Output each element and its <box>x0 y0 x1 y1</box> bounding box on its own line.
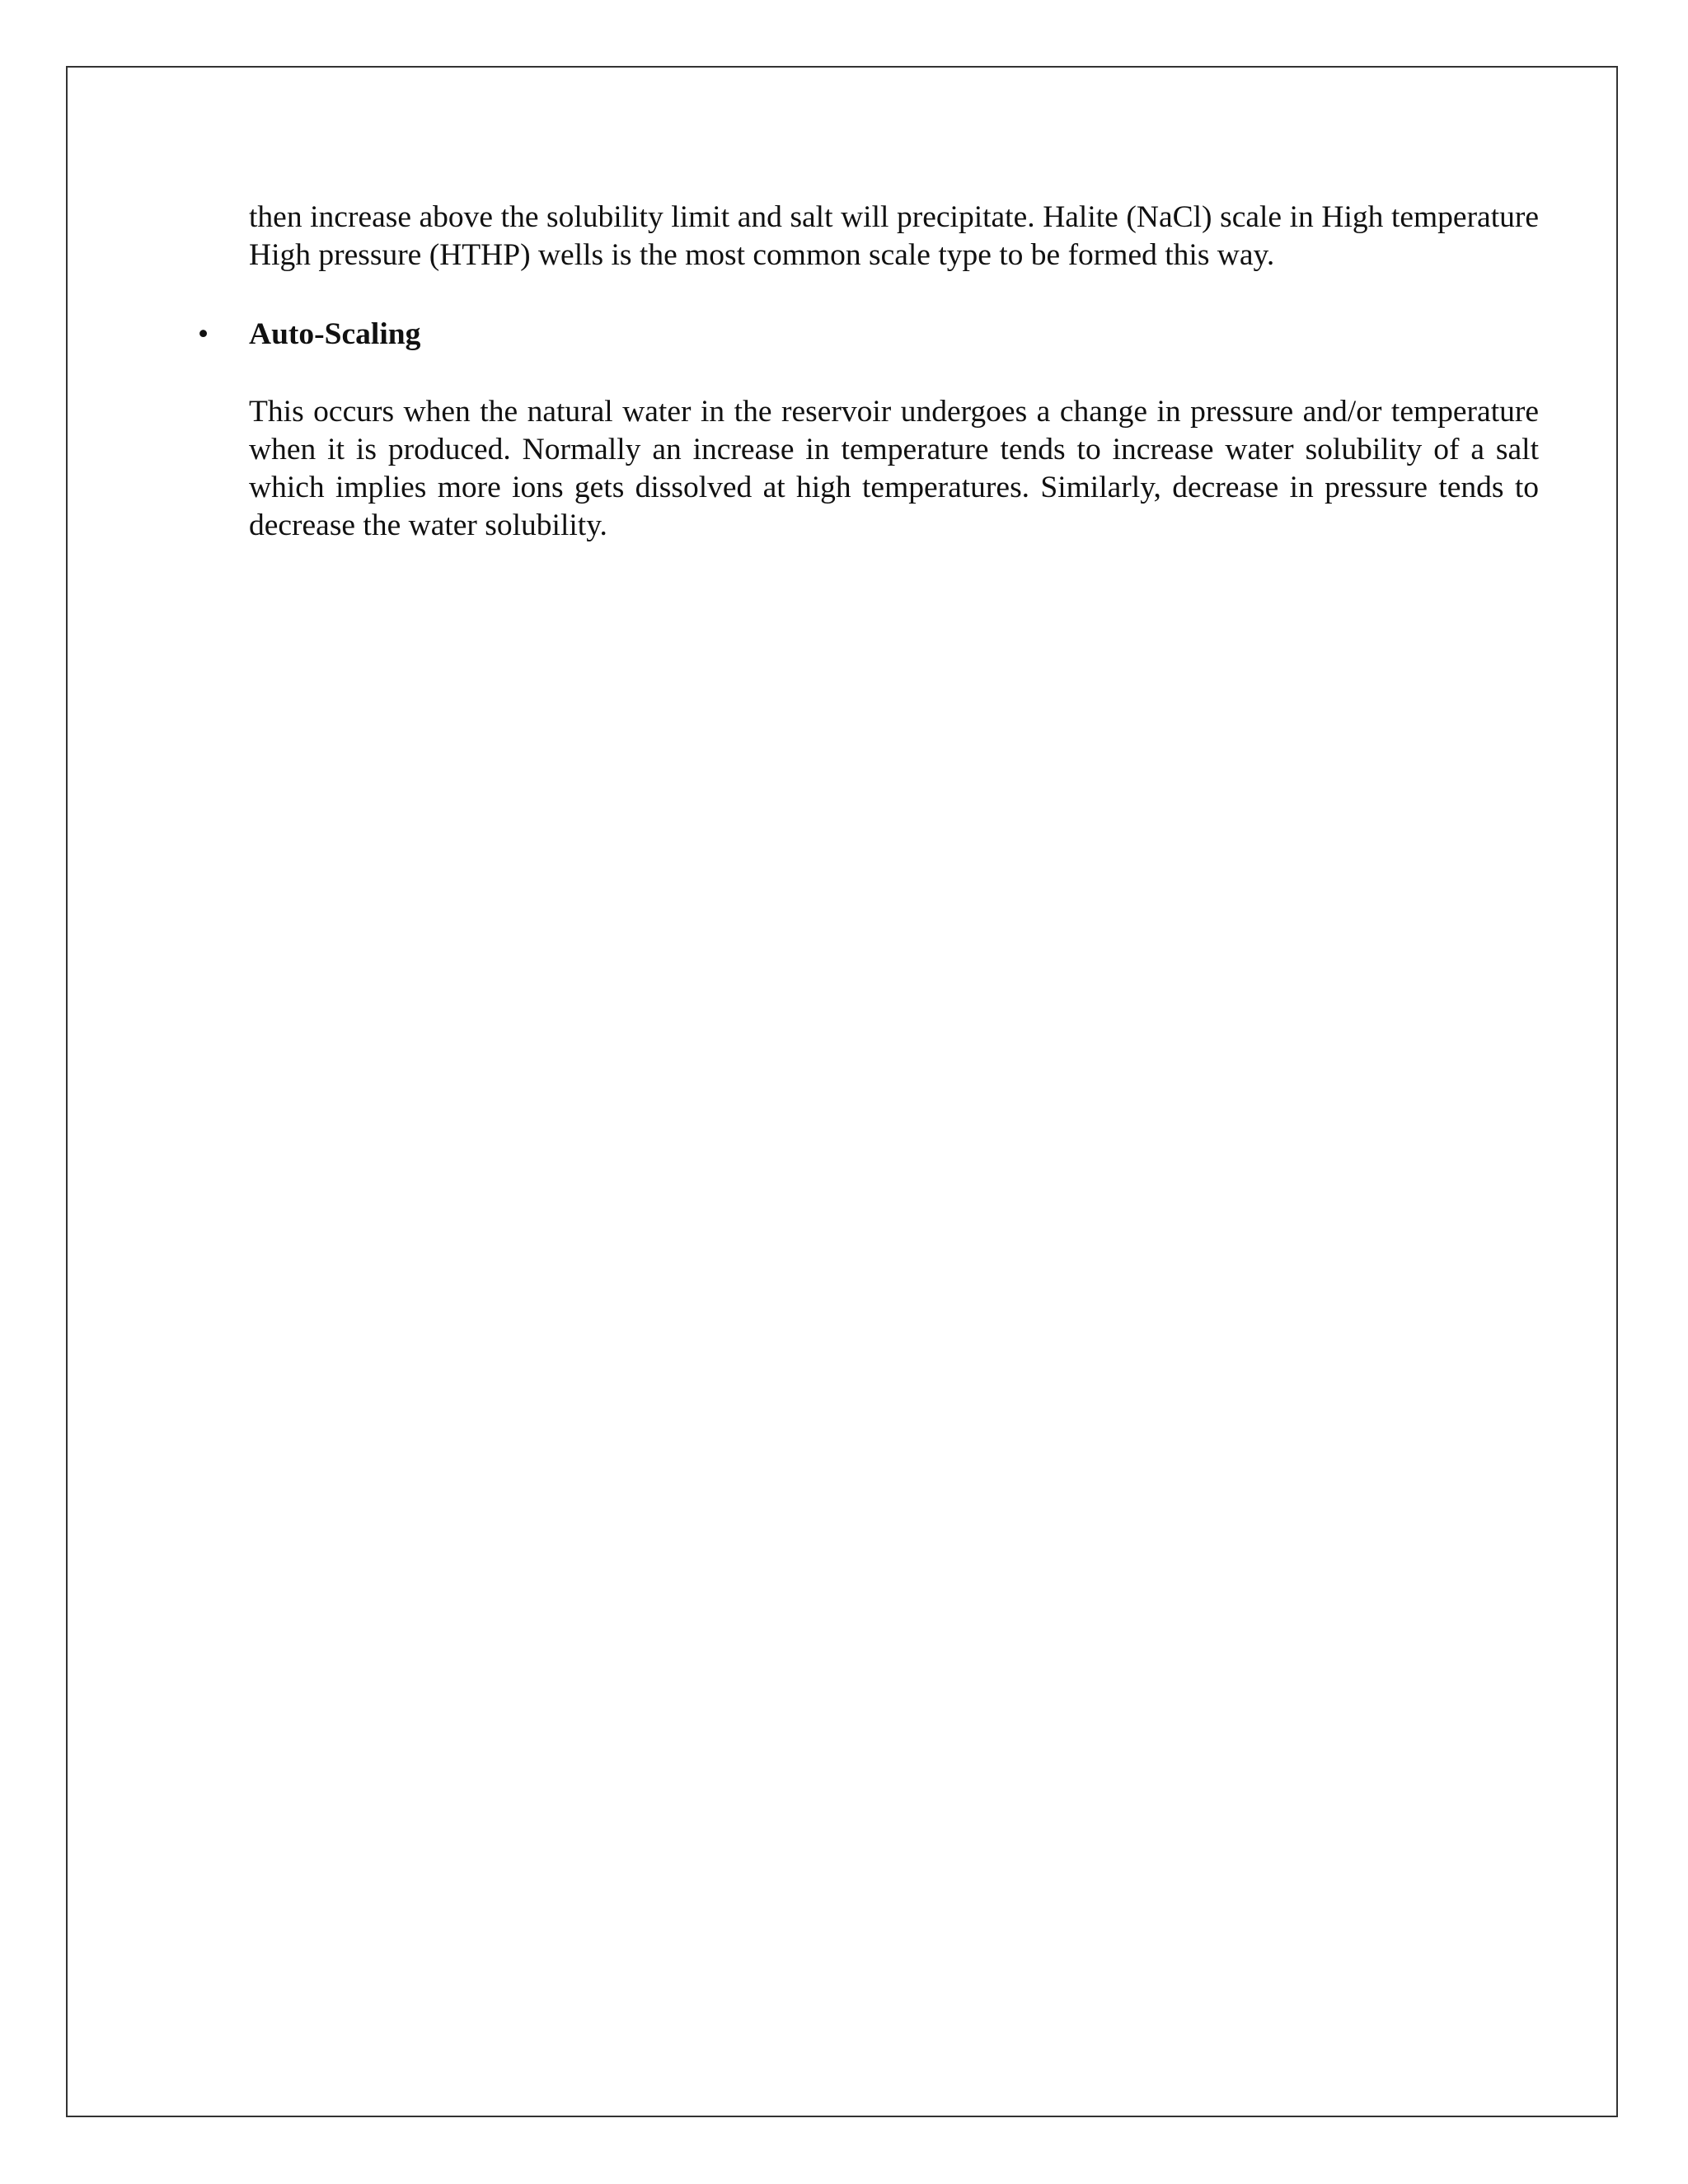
section-heading: Auto-Scaling <box>249 317 421 351</box>
section-body-paragraph: This occurs when the natural water in the reservoir undergoes a change in pressure and/or temperature when it is produced. Normally an increase in temperature tends to increase water solubility of a salt which implies more ions gets dissolved at high temperatures. Similarly, decrease in pressure tends to decrease the water solubility. <box>249 395 1539 542</box>
continued-paragraph: then increase above the solubility limit and salt will precipitate. Halite (NaCl) scale in High temperature High pressure (HTHP) wells is the most common scale type to be formed this way. <box>249 200 1539 272</box>
bullet-icon: • <box>198 317 209 351</box>
page-border <box>66 66 1618 2117</box>
